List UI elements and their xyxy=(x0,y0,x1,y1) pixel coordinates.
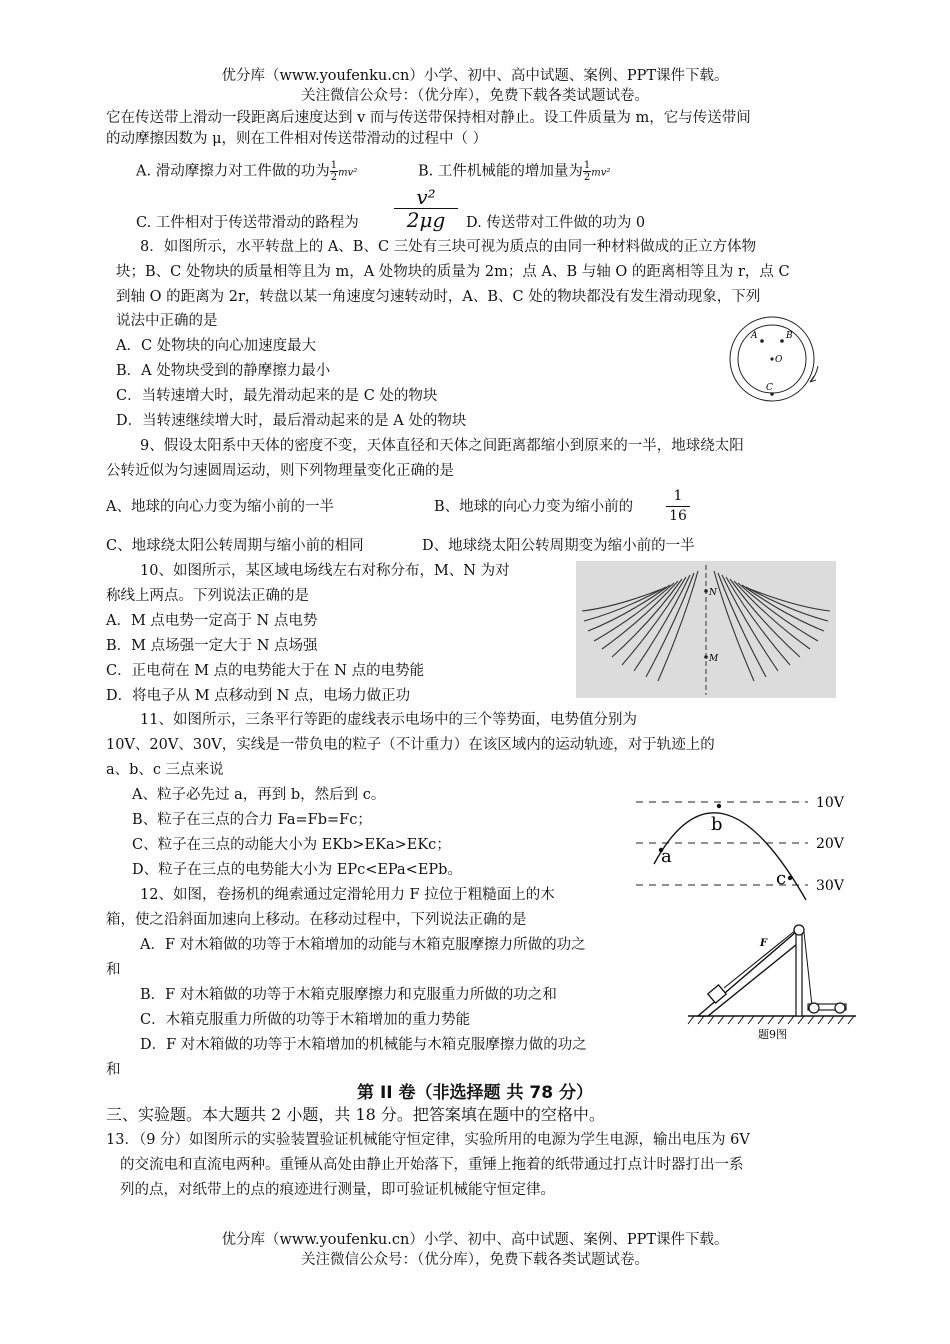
q13-line-2: 的交流电和直流电两种。重锤从高处由静止开始落下，重锤上拖着的纸带通过打点计时器打出一系 xyxy=(120,1157,744,1173)
pulley-wheel-icon xyxy=(794,925,804,935)
q11-stem-line-3: a、b、c 三点来说 xyxy=(106,762,224,778)
label-f: F xyxy=(760,938,768,949)
label-b: b xyxy=(711,814,723,835)
q8-stem-line-2: 块；B、C 处物块的质量相等且为 m，A 处物块的质量为 2m；点 A、B 与轴 O 的距离相等且为 r，点 C xyxy=(116,264,790,280)
q7-option-c: C. 工件相对于传送带滑动的路程为 xyxy=(136,215,359,231)
q11-stem-line-2: 10V、20V、30V，实线是一带负电的粒子（不计重力）在该区域内的运动轨迹，对于轨迹上的 xyxy=(106,737,715,753)
q12-option-d: D．F 对木箱做的功等于木箱增加的机械能与木箱克服摩擦力做的功之 xyxy=(140,1037,587,1053)
label-20v: 20V xyxy=(816,836,844,852)
footer-line-2: 关注微信公众号：（优分库），免费下载各类试题试卷。 xyxy=(301,1252,649,1268)
label-c: C xyxy=(766,383,773,393)
q8-option-c: C．当转速增大时，最先滑动起来的是 C 处的物块 xyxy=(116,388,438,404)
q12-option-a-cont: 和 xyxy=(106,962,121,978)
label-30v: 30V xyxy=(816,878,844,894)
q7-c-fraction: v² 2μg xyxy=(394,186,458,231)
winch-drum-icon xyxy=(809,1003,819,1013)
q12-option-c: C．木箱克服重力所做的功等于木箱增加的重力势能 xyxy=(140,1012,471,1028)
q13-line-3: 列的点，对纸带上的点的痕迹进行测量，即可验证机械能守恒定律。 xyxy=(120,1182,555,1198)
label-a: a xyxy=(661,846,672,867)
header-line-1: 优分库（www.youfenku.cn）小学、初中、高中试题、案例、PPT课件下载。 xyxy=(221,68,729,84)
q7-option-d: D. 传送带对工件做的功为 0 xyxy=(466,215,646,231)
q10-stem-line-2: 称线上两点。下列说法正确的是 xyxy=(106,588,309,604)
q10-option-c: C．正电荷在 M 点的电势能大于在 N 点的电势能 xyxy=(106,663,425,679)
q9-option-a: A、地球的向心力变为缩小前的一半 xyxy=(106,499,334,515)
q7-stem-line-1: 它在传送带上滑动一段距离后速度达到 v 而与传送带保持相对静止。设工件质量为 m，它与传送带间 xyxy=(106,110,751,126)
q8-stem-line-1: 8．如图所示，水平转盘上的 A、B、C 三处有三块可视为质点的由同一种材料做成的正立方体物 xyxy=(140,239,757,255)
q12-option-d-cont: 和 xyxy=(106,1062,121,1078)
label-m: M xyxy=(709,654,719,664)
pulley-post xyxy=(796,932,802,1016)
incline-plank xyxy=(698,932,802,1016)
figure-caption: 题9图 xyxy=(758,1028,787,1041)
q9-b-fraction: 1 16 xyxy=(666,487,690,526)
q9-stem-line-2: 公转近似为匀速圆周运动，则下列物理量变化正确的是 xyxy=(106,463,454,479)
label-10v: 10V xyxy=(816,795,844,811)
q7-stem-line-2: 的动摩擦因数为 μ，则在工件相对传送带滑动的过程中（ ） xyxy=(106,131,488,147)
q9-option-c: C、地球绕太阳公转周期与缩小前的相同 xyxy=(106,538,364,554)
q8-option-a: A．C 处物块的向心加速度最大 xyxy=(116,338,317,354)
q11-option-a: A、粒子必先过 a，再到 b，然后到 c。 xyxy=(132,787,386,803)
label-c: c xyxy=(776,868,787,889)
q7-a-fraction: $\frac{1}{2}$ xyxy=(330,160,338,183)
label-a: A xyxy=(751,331,758,341)
q12-option-a: A．F 对木箱做的功等于木箱增加的动能与木箱克服摩擦力所做的功之 xyxy=(140,937,586,953)
q7-option-b: B. 工件机械能的增加量为 $\frac{1}{2}$ mv² xyxy=(418,160,611,183)
q13-line-1: 13．（9 分）如图所示的实验装置验证机械能守恒定律，实验所用的电源为学生电源，输出电压为 6V xyxy=(106,1132,750,1148)
q12-stem-line-2: 箱，使之沿斜面加速向上移动。在移动过程中，下列说法正确的是 xyxy=(106,912,527,928)
q10-stem-line-1: 10、如图所示，某区域电场线左右对称分布，M、N 为对 xyxy=(140,563,510,579)
electric-field-figure xyxy=(576,561,836,698)
header-line-2: 关注微信公众号：（优分库），免费下载各类试题试卷。 xyxy=(301,88,649,104)
label-b: B xyxy=(786,331,793,341)
q12-option-b: B．F 对木箱做的功等于木箱克服摩擦力和克服重力所做的功之和 xyxy=(140,987,557,1003)
axis-o-dot xyxy=(770,357,773,360)
turntable-figure xyxy=(722,316,832,406)
q11-option-d: D、粒子在三点的电势能大小为 EPc<EPa<EPb。 xyxy=(132,862,462,878)
block-a-dot xyxy=(760,339,764,343)
block-b-dot xyxy=(780,339,784,343)
q11-option-b: B、粒子在三点的合力 Fa=Fb=Fc； xyxy=(132,812,372,828)
q10-option-d: D．将电子从 M 点移动到 N 点，电场力做正功 xyxy=(106,688,411,704)
q10-option-a: A．M 点电势一定高于 N 点电势 xyxy=(106,613,318,629)
label-n: N xyxy=(709,588,717,598)
q11-option-c: C、粒子在三点的动能大小为 EKb>EKa>EKc； xyxy=(132,837,451,853)
q7-option-a: A. 滑动摩擦力对工件做的功为 $\frac{1}{2}$ mv² xyxy=(136,160,358,183)
q7-b-fraction: $\frac{1}{2}$ xyxy=(583,160,591,183)
q8-option-d: D．当转速继续增大时，最后滑动起来的是 A 处的物块 xyxy=(116,413,467,429)
q12-stem-line-1: 12、如图，卷扬机的绳索通过定滑轮用力 F 拉位于粗糙面上的木 xyxy=(140,887,555,903)
q10-option-b: B．M 点场强一定大于 N 点场强 xyxy=(106,638,318,654)
q9-option-b: B、地球的向心力变为缩小前的 xyxy=(434,499,634,515)
label-o: O xyxy=(775,355,783,365)
equipotential-figure xyxy=(630,786,855,902)
q9-option-d: D、地球绕太阳公转周期变为缩小前的一半 xyxy=(422,538,695,554)
q9-stem-line-1: 9、假设太阳系中天体的密度不变，天体直径和天体之间距离都缩小到原来的一半，地球绕太阳 xyxy=(140,438,744,454)
footer-line-1: 优分库（www.youfenku.cn）小学、初中、高中试题、案例、PPT课件下载。 xyxy=(221,1232,729,1248)
section-3-heading: 三、实验题。本大题共 2 小题，共 18 分。把答案填在题中的空格中。 xyxy=(106,1105,605,1124)
winch-incline-figure xyxy=(684,916,864,1044)
q11-stem-line-1: 11、如图所示，三条平行等距的虚线表示电场中的三个等势面，电势值分别为 xyxy=(140,712,637,728)
section-2-title: 第 II 卷（非选择题 共 78 分） xyxy=(357,1083,593,1103)
q8-stem-line-4: 说法中正确的是 xyxy=(116,313,218,329)
q8-stem-line-3: 到轴 O 的距离为 2r，转盘以某一角速度匀速转动时，A、B、C 处的物块都没有发生滑动现象，下列 xyxy=(116,289,761,305)
q8-option-b: B．A 处物块受到的静摩擦力最小 xyxy=(116,363,331,379)
